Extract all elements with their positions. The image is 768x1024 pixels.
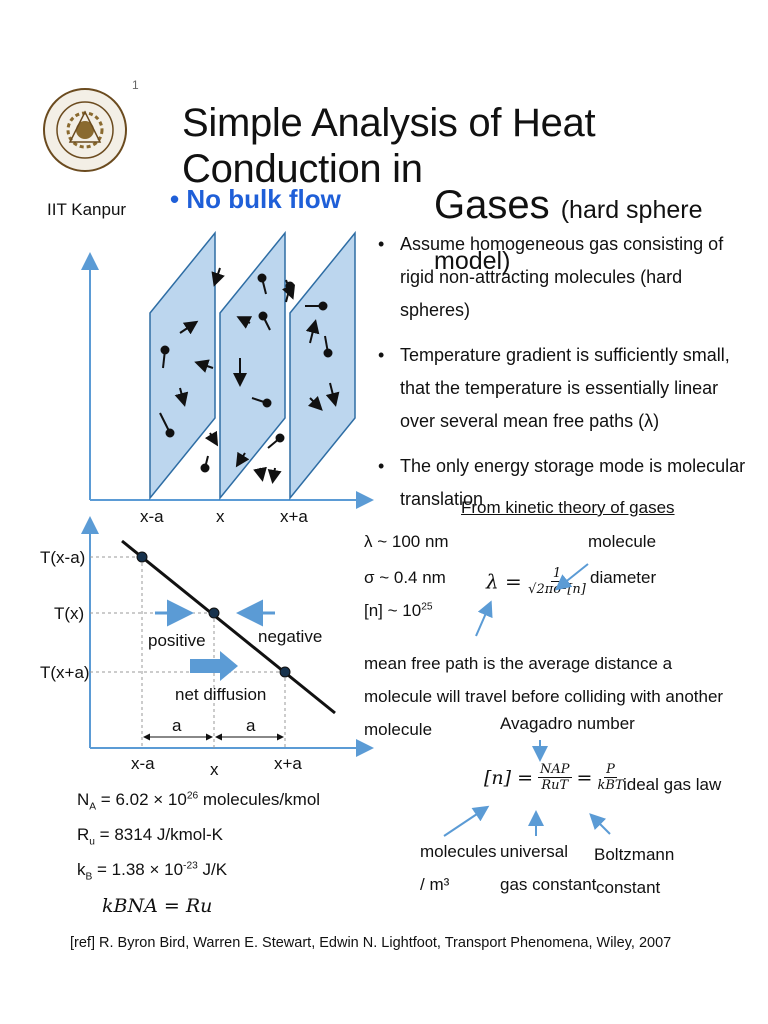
net-diffusion-label: net diffusion — [175, 685, 267, 704]
bottom-x-label-x-plus-a: x+a — [274, 754, 302, 773]
bottom-x-label-x-minus-a: x-a — [131, 754, 155, 773]
molecule-label: molecule — [588, 532, 657, 551]
bullet-item: • The only energy storage mode is molecular translation — [378, 450, 748, 516]
positive-label: positive — [148, 631, 206, 650]
boltzmann-label: Boltzmann — [594, 845, 675, 864]
mean-free-path-definition: mean free path is the average distance a molecule will travel before colliding with another molecule — [364, 654, 724, 739]
avogadro-constant: $N_A = 6.02 \times 10^{26}$ molecules/kmol — [77, 790, 321, 813]
guide-lines — [90, 557, 285, 748]
negative-label: negative — [258, 627, 323, 646]
universal-gas-constant: $R_u = 8314$ J/kmol-K — [77, 825, 223, 848]
gas-law-arrows — [440, 738, 620, 848]
kinetic-theory-heading: From kinetic theory of gases — [461, 498, 675, 517]
ideal-gas-formula: [n] = $\frac{\text{NAP}}{\text{RuT}}$ = $\frac{P}{\text{kBT}}$ — [484, 762, 624, 793]
bullet-item: • Assume homogeneous gas consisting of rigid non-attracting molecules (hard spheres) — [378, 228, 748, 327]
bottom-x-label-x: x — [210, 760, 219, 779]
plane-x-plus-a — [290, 233, 355, 498]
sigma-value: σ ~ 0.4 nm — [364, 568, 446, 587]
temperature-profile-diagram — [80, 515, 380, 765]
no-bulk-flow-label: • No bulk flow — [170, 184, 341, 215]
reference-citation: [ref] R. Byron Bird, Warren E. Stewart, Edwin N. Lightfoot, Transport Phenomena, Wiley, 2007 — [70, 935, 672, 951]
gas-constant-label: gas constant — [500, 875, 597, 894]
universal-label: universal — [500, 842, 569, 861]
ideal-gas-law-label: ideal gas law — [623, 775, 722, 794]
molecules-label: molecules — [420, 842, 497, 861]
page-title-line2: Gases (hard sphere model) — [434, 183, 703, 275]
point-t-x-minus-a — [137, 552, 147, 562]
point-t-x-plus-a — [280, 667, 290, 677]
boltzmann-constant-label: constant — [596, 878, 661, 897]
diameter-label: diameter — [590, 568, 657, 587]
plane-x — [220, 233, 285, 498]
boltzmann-constant: $k_B = 1.38 \times 10^{-23}$ J/K — [77, 860, 228, 883]
avogadro-label: Avagadro number — [500, 714, 635, 733]
mean-free-path-formula: λ = $\frac{1}{\text{√2πσ²[n]}}$ — [486, 566, 586, 597]
constant-relation: kBNA = Ru — [102, 895, 213, 917]
per-m3-label: / m³ — [420, 875, 450, 894]
page-title: Simple Analysis of Heat Conduction in — [182, 101, 596, 191]
top-x-label-x: x — [216, 507, 225, 526]
iit-kanpur-logo — [40, 72, 130, 200]
top-x-label-x-plus-a: x+a — [280, 507, 308, 526]
bullet-item: • Temperature gradient is sufficiently small, that the temperature is essentially linear over several mean free paths (λ) — [378, 339, 748, 438]
annotation-arrows — [470, 560, 600, 640]
top-x-label-x-minus-a: x-a — [140, 507, 164, 526]
y-label-t-x-minus-a: T(x-a) — [40, 548, 86, 567]
spacing-a-label-right: a — [246, 716, 256, 735]
page-number: 1 — [132, 78, 139, 92]
y-label-t-x: T(x) — [54, 604, 85, 623]
assumption-bullets — [378, 228, 748, 528]
y-label-t-x-plus-a: T(x+a) — [40, 663, 90, 682]
spacing-a-label-left: a — [172, 716, 182, 735]
logo-text: IIT Kanpur — [47, 200, 127, 219]
point-t-x — [209, 608, 219, 618]
n-value: [n] ~ $10^{25}$ — [364, 601, 433, 620]
planes-diagram — [80, 228, 380, 518]
lambda-value: λ ~ 100 nm — [364, 532, 449, 551]
